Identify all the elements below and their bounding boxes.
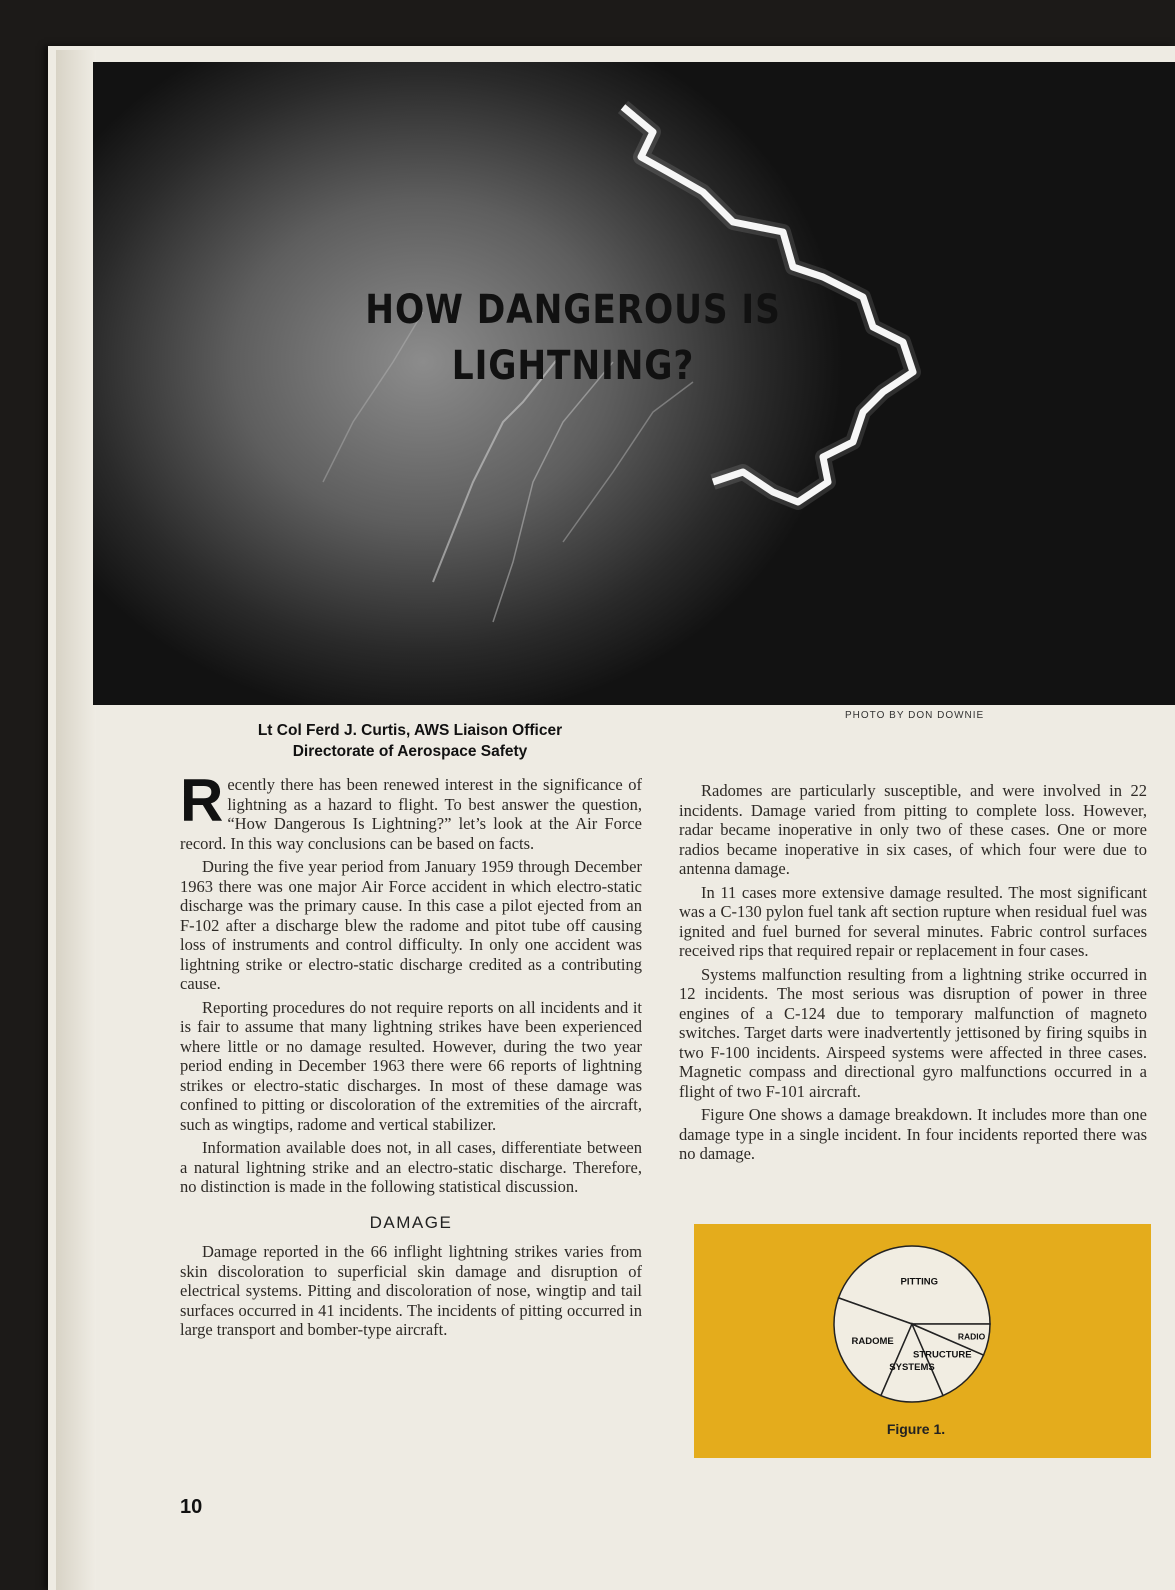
paragraph-damage: Damage reported in the 66 inflight lightning strikes varies from skin discoloration to superficial skin damage and disruption of electrical systems. Pitting and discoloration of nose, wingtip and tail surfaces occurred in 41 incidents. The incidents of pitting occurred in large transport and bomber-type aircraft. bbox=[180, 1242, 642, 1339]
pie-label-radio: RADIO bbox=[957, 1331, 986, 1342]
title-line-1: HOW DANGEROUS IS bbox=[365, 287, 781, 333]
figure-1-box bbox=[694, 1224, 1151, 1458]
paragraph-accidents: During the five year period from January 1959 through December 1963 there was one major Air Force accident in which electro-static discharge was the primary cause. In this case a pilot ejected from an F-102 after a discharge blew the radome and pitot tube off causing loss of instruments and control difficulty. In only one accident was lightning strike or electro-static discharge credited as a contributing cause. bbox=[180, 857, 642, 993]
paragraph-information: Information available does not, in all cases, differentiate between a natural lightning strike and an electro-static discharge. Therefore, no distinction is made in the following statistical discussion. bbox=[180, 1138, 642, 1196]
drop-cap: R bbox=[180, 767, 224, 834]
paragraph-figure-one: Figure One shows a damage breakdown. It includes more than one damage type in a single incident. In four incidents reported there was no damage. bbox=[679, 1105, 1147, 1163]
author-line: Lt Col Ferd J. Curtis, AWS Liaison Officer bbox=[257, 722, 563, 739]
lightning-photo bbox=[93, 62, 1175, 705]
title-line-2: LIGHTNING? bbox=[451, 343, 695, 389]
page-binding-edge bbox=[56, 50, 96, 1590]
directorate-line: Directorate of Aerospace Safety bbox=[292, 743, 528, 760]
pie-label-radome: RADOME bbox=[851, 1336, 894, 1348]
paragraph-reporting: Reporting procedures do not require reports on all incidents and it is fair to assume that many lightning strikes have been experienced where little or no damage resulted. However, during the two year period ending in December 1963 there were 66 reports of lightning strikes or electro-static discharges. In most of these damage was confined to pitting or discoloration of the extremities of the aircraft, such as wingtips, radome and vertical stabilizer. bbox=[180, 997, 642, 1134]
right-column bbox=[679, 781, 1147, 1168]
paragraph-systems: Systems malfunction resulting from a lightning strike occurred in 12 incidents. The most serious was disruption of power in three engines of a C-124 due to temporary malfunction of magneto switches. Target darts were inadvertently jettisoned by firing squibs in two F-100 incidents. Airspeed systems were affected in three cases. Magnetic compass and directional gyro malfunctions occurred in a flight of two F-101 aircraft. bbox=[679, 964, 1147, 1101]
article-title bbox=[332, 282, 814, 394]
damage-pie-chart bbox=[694, 1224, 1151, 1458]
photo-credit: PHOTO BY DON DOWNIE bbox=[845, 710, 985, 721]
left-column bbox=[180, 767, 642, 1344]
paragraph-intro-text: ecently there has been renewed interest in the significance of lightning as a hazard to flight. To best answer the question, “How Dangerous Is Lightning?” let’s look at the Air Force record. In this way conclusions can be based on facts. bbox=[180, 775, 642, 853]
figure-caption: Figure 1. bbox=[886, 1421, 946, 1437]
pie-label-pitting: PITTING bbox=[900, 1276, 939, 1288]
paragraph-extensive-damage: In 11 cases more extensive damage resulted. The most significant was a C-130 pylon fuel tank aft section rupture when residual fuel was ignited and fuel burned for several minutes. Fabric control surfaces received rips that required repair or replacement in four cases. bbox=[679, 882, 1147, 960]
section-heading-damage: DAMAGE bbox=[369, 1212, 453, 1232]
page-number: 10 bbox=[180, 1496, 203, 1518]
pie-label-systems: SYSTEMS bbox=[889, 1361, 935, 1373]
pie-label-structure: STRUCTURE bbox=[913, 1349, 972, 1361]
byline bbox=[180, 720, 640, 762]
paragraph-radomes: Radomes are particularly susceptible, and were involved in 22 incidents. Damage varied from pitting to complete loss. However, radar became inoperative in only two of these cases. One or more radios became inoperative in six cases, of which four were due to antenna damage. bbox=[679, 781, 1147, 878]
paragraph-intro bbox=[180, 767, 642, 853]
